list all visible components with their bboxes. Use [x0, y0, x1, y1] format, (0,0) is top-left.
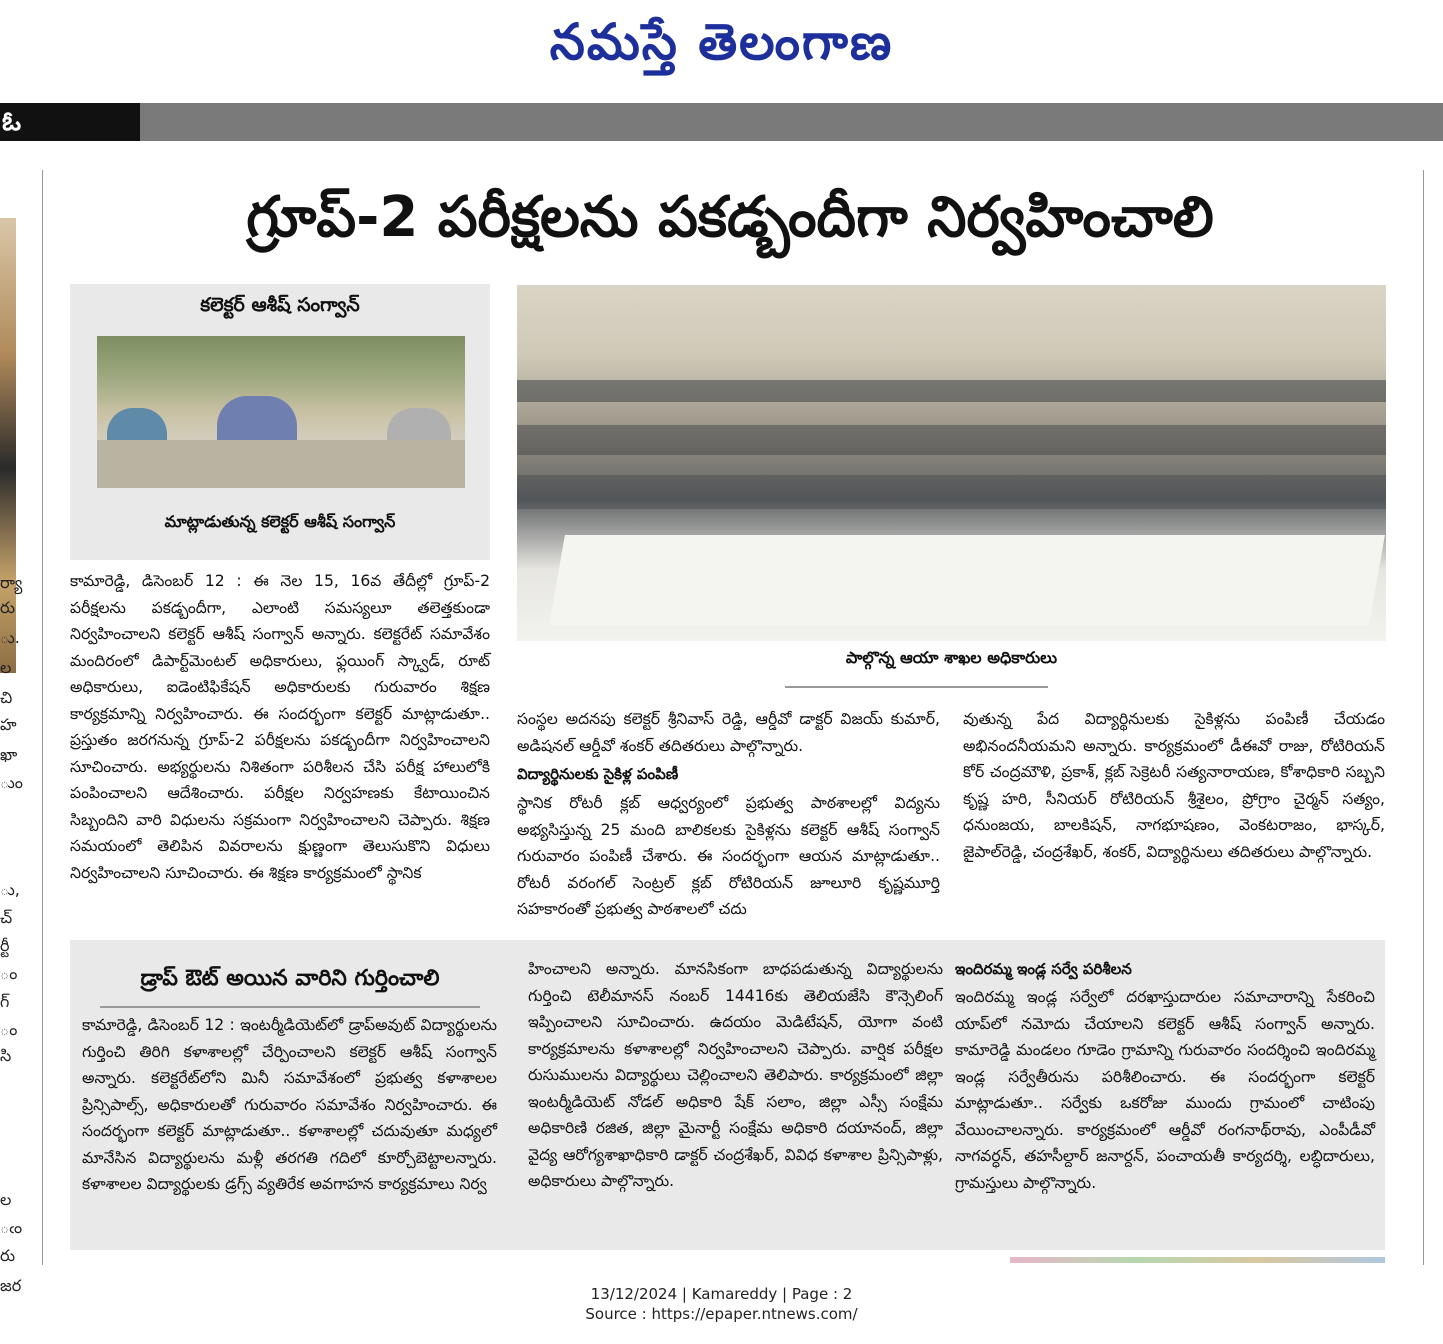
- caption-underline: [785, 686, 1048, 688]
- collector-photo-caption: మాట్లాడుతున్న కలెక్టర్‌ ఆశీష్‌ సంగ్వాన్‌: [164, 512, 396, 531]
- left-text-fragment: రు: [0, 1246, 16, 1265]
- masthead: [0, 0, 1443, 95]
- left-text-fragment: ర్టీ: [0, 936, 10, 955]
- footer: [0, 1284, 1443, 1324]
- left-text-fragment: ు.: [0, 628, 20, 647]
- footer-date-line: 13/12/2024 | Kamareddy | Page : 2: [590, 1285, 853, 1303]
- column-divider: [1423, 170, 1424, 1265]
- left-text-fragment: రు: [0, 598, 16, 617]
- section-bar-label: ఓ: [0, 103, 140, 141]
- photo-strip-fragment: [1010, 1257, 1385, 1263]
- masthead-title: నమస్తే తెలంగాణ: [549, 12, 894, 71]
- story2-headline-underline: [100, 1006, 480, 1008]
- left-column-fragment: [0, 170, 26, 1295]
- story1-column-3: వుతున్న పేద విద్యార్థినులకు సైకిళ్లను పంపిణీ చేయడం అభినందనీయమని అన్నారు. కార్యక్రమంలో డీఈవో రాజు, రోటిరియన్‌ కోర్‌ చంద్రమౌళి, ప్రకాశ్‌, క్లబ్‌ సెక్రెటరీ సత్యనారాయణ, కోశాధికారి సబ్బని కృష్ణ హరి, సీనియర్‌ రోటిరియన్‌ శ్రీశైలం, ప్రోగ్రాం చైర్మన్‌ సత్యం, ధనుంజయ, బాలకిషన్‌, నాగభూషణం, వెంకటరాజం, భాస్కర్‌, జైపాల్‌రెడ్డి, చంద్రశేఖర్‌, శంకర్‌, విద్యార్థినులు తదితరులు పాల్గొన్నారు.: [963, 710, 1385, 861]
- left-text-fragment: గ్: [0, 992, 10, 1011]
- story1-column-2b: స్థానిక రోటరీ క్లబ్‌ ఆధ్వర్యంలో ప్రభుత్వ పాఠశాలల్లో విద్యను అభ్యసిస్తున్న 25 మంది బాలికలకు సైకిళ్లను కలెక్టర్‌ ఆశీష్‌ సంగ్వాన్‌ గురువారం పంపిణీ చేశారు. ఈ సందర్భంగా ఆయన మాట్లాడుతూ.. రోటరీ వరంగల్‌ సెంట్రల్‌ క్లబ్‌ రోటిరియన్‌ జూలూరి కృష్ణమూర్తి సహకారంతో ప్రభుత్వ పాఠశాలలో చదు: [517, 794, 940, 918]
- left-text-fragment: సి: [0, 1046, 12, 1065]
- headline: గ్రూప్‌-2 పరీక్షలను పకడ్బందీగా నిర్వహించాలి: [246, 185, 1214, 250]
- story1-column-1: కామారెడ్డి, డిసెంబర్‌ 12 : ఈ నెల 15, 16వ తేదీల్లో గ్రూప్‌-2 పరీక్షలను పకడ్బందీగా, ఎలాంటి సమస్యలూ తలెత్తకుండా నిర్వహించాలని కలెక్టర్‌ ఆశీష్‌ సంగ్వాన్‌ అన్నారు. కలెక్టరేట్‌ సమావేశం మందిరంలో డిపార్ట్‌మెంటల్‌ అధికారులు, ఫ్లయింగ్‌ స్క్వాడ్‌, రూట్‌ అధికారులు, ఐడెంటిఫికేషన్‌ అధికారులకు గురువారం శిక్షణ కార్యక్రమాన్ని నిర్వహించారు. ఈ సందర్భంగా కలెక్టర్‌ మాట్లాడుతూ.. ప్రస్తుతం జరగనున్న గ్రూప్‌-2 పరీక్షలను పకడ్బందీగా నిర్వహించాలని సూచించారు. అభ్యర్థులను నిశితంగా పరిశీలన చేసి పరీక్ష హాలులోకి పంపించాలని ఆదేశించారు. పరీక్షల నిర్వహణకు కేటాయించిన సిబ్బందిని వారి విధులను సక్రమంగా నిర్వహించాలని చెప్పారు. శిక్షణ సమయంలో తెలిపిన వివరాలను క్షుణ్ణంగా తెలుసుకొని విధులు నిర్వహించాలని సూచించారు. ఈ శిక్షణ కార్యక్రమంలో స్థానిక: [70, 572, 490, 882]
- left-text-fragment: ల: [0, 658, 12, 677]
- story2-column-1: కామారెడ్డి, డిసెంబర్‌ 12 : ఇంటర్మీడియెట్‌లో డ్రాప్‌అవుట్‌ విద్యార్థులను గుర్తించి తిరిగి కళాశాలల్లో చేర్పించాలని కలెక్టర్‌ ఆశీష్‌ సంగ్వాన్‌ అన్నారు. కలెక్టరేట్‌లోని మినీ సమావేశంలో ప్రభుత్వ కళాశాలల ప్రిన్సిపాల్స్‌, అధికారులతో గురువారం సమావేశం నిర్వహించారు. ఈ సందర్భంగా కలెక్టర్‌ మాట్లాడుతూ.. కళాశాలల్లో చదువుతూ మధ్యలో మానేసిన విద్యార్థులను మళ్లీ తరగతి గదిలో కూర్చోబెట్టాలన్నారు. కళాశాలల విద్యార్థులకు డ్రగ్స్‌ వ్యతిరేక అవగాహన కార్యక్రమాలు నిర్వ: [82, 1016, 497, 1193]
- left-text-fragment: ం: [0, 1020, 18, 1039]
- collector-photo-box: [70, 284, 490, 560]
- story1-subhead: విద్యార్థినులకు సైకిళ్ల పంపిణీ: [517, 765, 679, 783]
- meeting-photo-caption: పాల్గొన్న ఆయా శాఖల అధికారులు: [845, 648, 1058, 667]
- column-divider: [42, 170, 43, 1265]
- story2-column-3: ఇందిరమ్మ ఇండ్ల సర్వేలో దరఖాస్తుదారుల సమాచారాన్ని సేకరించి యాప్‌లో నమోదు చేయాలని కలెక్టర్‌ ఆశీష్‌ సంగ్వాన్‌ అన్నారు. కామారెడ్డి మండలం గూడెం గ్రామాన్ని గురువారం సందర్శించి ఇందిరమ్మ ఇండ్ల సర్వేతీరును పరిశీలించారు. ఈ సందర్భంగా కలెక్టర్‌ మాట్లాడుతూ.. సర్వేకు ఒకరోజు ముందు గ్రామంలో చాటింపు వేయించాలన్నారు. కార్యక్రమంలో ఆర్డీవో రంగనాథ్‌రావు, ఎంపీడీవో నాగవర్ధన్‌, తహసీల్దార్‌ జనార్దన్‌, పంచాయతీ కార్యదర్శి, లబ్ధిదారులు, గ్రామస్తులు పాల్గొన్నారు.: [955, 988, 1375, 1192]
- left-text-fragment: ు,: [0, 880, 20, 899]
- collector-photo: [97, 336, 465, 488]
- story2-headline: డ్రాప్‌ ఔట్‌ అయిన వారిని గుర్తించాలి: [140, 966, 440, 991]
- left-text-fragment: ఖా: [0, 745, 18, 764]
- left-text-fragment: చ్: [0, 908, 13, 927]
- left-text-fragment: ర్యా: [0, 573, 23, 592]
- story1-column-2: సంస్థల అదనపు కలెక్టర్‌ శ్రీనివాస్‌ రెడ్డి, ఆర్డీవో డాక్టర్‌ విజయ్‌ కుమార్‌, అడిషనల్‌ ఆర్డీవో శంకర్‌ తదితరులు పాల్గొన్నారు.: [517, 710, 940, 755]
- section-bar: [0, 103, 1443, 141]
- story2-column-2: హించాలని అన్నారు. మానసికంగా బాధపడుతున్న విద్యార్థులను గుర్తించి టెలీమానస్‌ నంబర్‌ 14416కు తెలియజేసి కౌన్సెలింగ్‌ ఇప్పించాలని సూచించారు. ఉదయం మెడిటేషన్‌, యోగా వంటి కార్యక్రమాలను కళాశాలల్లో నిర్వహించాలని చెప్పారు. వార్షిక పరీక్షల రుసుములను విద్యార్థులు చెల్లించాలని తెలిపారు. కార్యక్రమంలో జిల్లా ఇంటర్మీడియెట్‌ నోడల్‌ అధికారి షేక్‌ సలాం, జిల్లా ఎస్సీ సంక్షేమ అధికారిణి రజిత, జిల్లా మైనార్టీ సంక్షేమ అధికారి దయానంద్‌, జిల్లా వైద్య ఆరోగ్యశాఖాధికారి డాక్టర్‌ చంద్రశేఖర్‌, వివిధ కళాశాల ప్రిన్సిపాళ్లు, అధికారులు పాల్గొన్నారు.: [528, 960, 943, 1190]
- story2-subhead: ఇందిరమ్మ ఇండ్ల సర్వే పరిశీలన: [955, 960, 1132, 978]
- left-text-fragment: ం: [0, 964, 18, 983]
- left-text-fragment: జర: [0, 1276, 22, 1295]
- left-text-fragment: ుం: [0, 773, 23, 792]
- collector-name: కలెక్టర్‌ ఆశీష్‌ సంగ్వాన్‌: [200, 294, 360, 316]
- left-text-fragment: హ: [0, 715, 17, 734]
- left-text-fragment: ల: [0, 1190, 12, 1209]
- meeting-photo: [517, 285, 1386, 641]
- footer-source-link[interactable]: Source : https://epaper.ntnews.com/: [585, 1305, 858, 1323]
- left-text-fragment: ఁం: [0, 1218, 23, 1237]
- left-text-fragment: చి: [0, 688, 13, 707]
